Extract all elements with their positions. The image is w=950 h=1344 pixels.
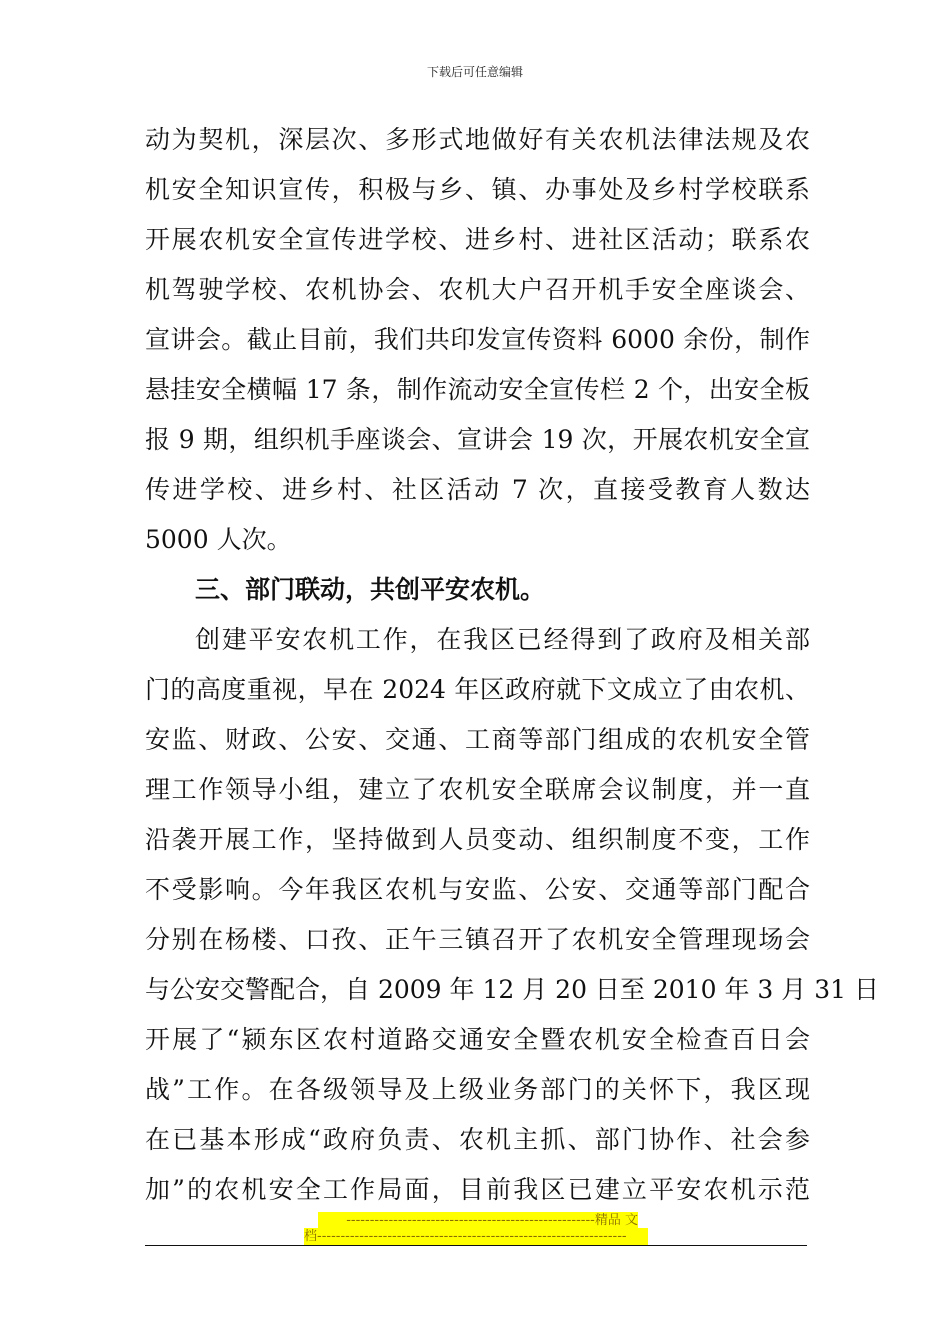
- footer-watermark-line2: 档------------------------------------------------------------------: [304, 1228, 648, 1245]
- paragraph2-line-first: 创建平安农机工作，在我区已经得到了政府及相关部: [195, 625, 810, 654]
- paragraph2-line: 门的高度重视，早在 2024 年区政府就下文成立了由农机、: [145, 675, 810, 704]
- paragraph1-line: 报 9 期，组织机手座谈会、宣讲会 19 次，开展农机安全宣: [145, 425, 810, 454]
- footer-divider: [145, 1245, 807, 1246]
- paragraph2-line: 分别在杨楼、口孜、正午三镇召开了农机安全管理现场会: [145, 925, 810, 954]
- paragraph2-line: 与公安交警配合，自 2009 年 12 月 20 日至 2010 年 3 月 31 日: [145, 975, 879, 1004]
- paragraph1-line: 机驾驶学校、农机协会、农机大户召开机手安全座谈会、: [145, 275, 810, 304]
- paragraph2-line: 沿袭开展工作，坚持做到人员变动、组织制度不变，工作: [145, 825, 810, 854]
- paragraph2-line: 在已基本形成“政府负责、农机主抓、部门协作、社会参: [145, 1125, 810, 1154]
- paragraph1-line: 悬挂安全横幅 17 条，制作流动安全宣传栏 2 个，出安全板: [145, 375, 810, 404]
- footer-watermark-line1: -----------------------------------------------------精品 文: [318, 1212, 638, 1229]
- paragraph2-line: 开展了“颍东区农村道路交通安全暨农机安全检查百日会: [145, 1025, 810, 1054]
- section-heading: 三、部门联动，共创平安农机。: [195, 575, 546, 604]
- paragraph2-line: 战”工作。在各级领导及上级业务部门的关怀下，我区现: [145, 1075, 810, 1104]
- paragraph2-line: 安监、财政、公安、交通、工商等部门组成的农机安全管: [145, 725, 810, 754]
- paragraph1-line-last: 5000 人次。: [145, 525, 292, 554]
- document-body: [145, 115, 879, 1215]
- paragraph1-line: 宣讲会。截止目前，我们共印发宣传资料 6000 余份，制作: [145, 325, 810, 354]
- paragraph1-line: 开展农机安全宣传进学校、进乡村、进社区活动；联系农: [145, 225, 810, 254]
- paragraph1-line: 机安全知识宣传，积极与乡、镇、办事处及乡村学校联系: [145, 175, 810, 204]
- page-header-note: 下载后可任意编辑: [426, 65, 523, 79]
- paragraph2-line: 不受影响。今年我区农机与安监、公安、交通等部门配合: [145, 875, 810, 904]
- paragraph1-line: 传进学校、进乡村、社区活动 7 次，直接受教育人数达: [145, 475, 810, 504]
- paragraph2-line: 加”的农机安全工作局面，目前我区已建立平安农机示范: [145, 1175, 810, 1204]
- paragraph2-line: 理工作领导小组，建立了农机安全联席会议制度，并一直: [145, 775, 810, 804]
- paragraph1-line: 动为契机，深层次、多形式地做好有关农机法律法规及农: [145, 125, 810, 154]
